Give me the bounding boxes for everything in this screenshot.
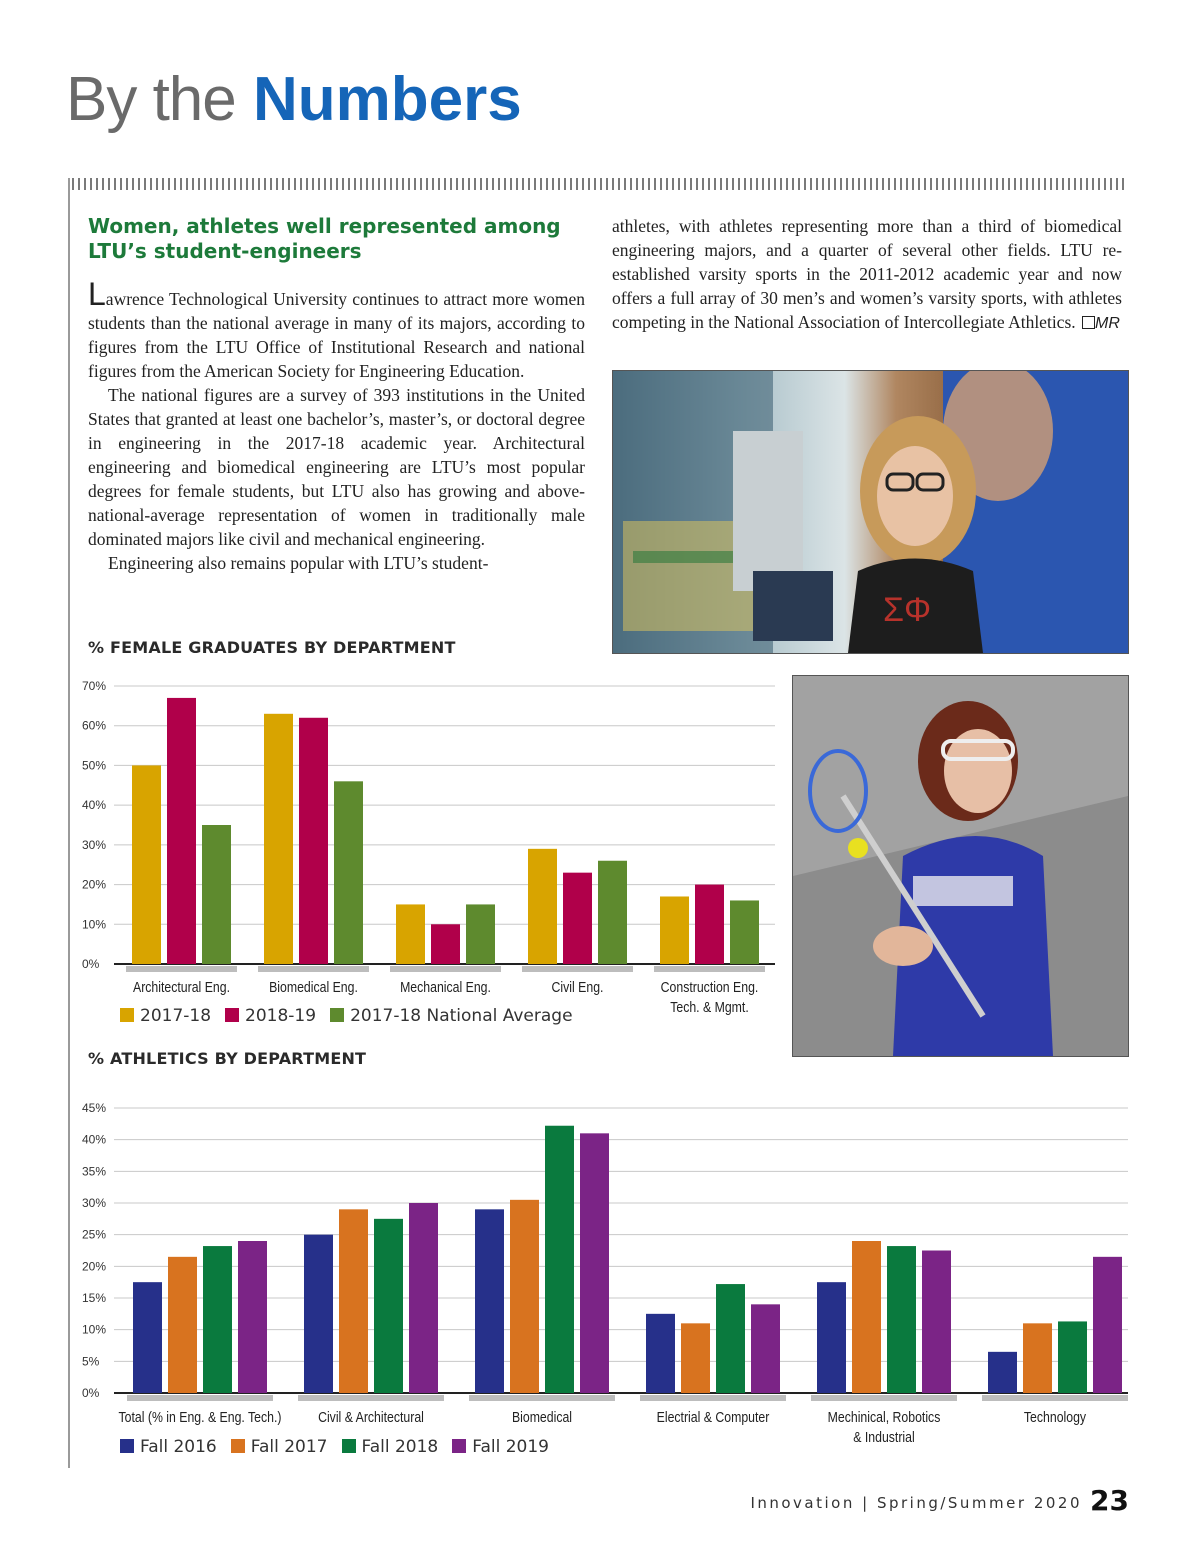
chart-1-title: % FEMALE GRADUATES BY DEPARTMENT xyxy=(88,638,456,657)
chart-2-title: % ATHLETICS BY DEPARTMENT xyxy=(88,1049,367,1068)
page-title-bold: Numbers xyxy=(253,65,522,134)
y-tick-label: 20% xyxy=(82,877,107,892)
photo-student-lab xyxy=(612,370,1129,654)
y-tick-label: 5% xyxy=(82,1354,100,1369)
tick-rule-divider xyxy=(72,178,1128,190)
legend-item xyxy=(225,1006,316,1026)
legend-swatch xyxy=(225,1008,239,1022)
category-label: Biomedical Eng. xyxy=(269,978,358,996)
bar-fall-2019 xyxy=(238,1241,267,1393)
bar-2017-18 xyxy=(132,765,161,964)
chart-1-legend xyxy=(120,1006,587,1026)
legend-label: Fall 2016 xyxy=(140,1437,217,1457)
category-base xyxy=(522,966,633,972)
category-label: Mechinical, Robotics xyxy=(827,1408,941,1426)
bar-fall-2019 xyxy=(922,1251,951,1394)
legend-swatch xyxy=(342,1439,356,1453)
bar-fall-2016 xyxy=(817,1282,846,1393)
chart-1-female-graduates xyxy=(70,670,785,1025)
legend-swatch xyxy=(120,1008,134,1022)
legend-swatch xyxy=(330,1008,344,1022)
bar-fall-2016 xyxy=(988,1352,1017,1393)
y-tick-label: 50% xyxy=(82,758,107,773)
bar-2017-18 xyxy=(396,904,425,964)
legend-item xyxy=(452,1437,549,1457)
bar-2017-18-national-average xyxy=(730,900,759,964)
legend-item xyxy=(120,1437,217,1457)
end-mark-icon xyxy=(1082,316,1095,329)
y-tick-label: 35% xyxy=(82,1164,107,1179)
photo-student-lab-illustration xyxy=(613,371,1128,653)
legend-label: Fall 2018 xyxy=(361,1437,439,1457)
photo-lacrosse-player-illustration xyxy=(793,676,1128,1056)
category-label: Tech. & Mgmt. xyxy=(670,998,749,1016)
category-label: Biomedical xyxy=(511,1408,573,1426)
category-label: Total (% in Eng. & Eng. Tech.) xyxy=(118,1408,282,1426)
bar-fall-2018 xyxy=(545,1126,574,1393)
article-paragraph-3: Engineering also remains popular with LTU’s student- xyxy=(108,553,489,573)
category-base xyxy=(126,966,237,972)
bar-fall-2018 xyxy=(1058,1321,1087,1393)
y-tick-label: 30% xyxy=(82,837,107,852)
y-tick-label: 15% xyxy=(82,1291,107,1305)
category-base xyxy=(127,1395,273,1401)
category-base xyxy=(640,1395,786,1401)
legend-label: 2017-18 National Average xyxy=(350,1006,573,1026)
legend-label: Fall 2019 xyxy=(472,1437,549,1457)
category-base xyxy=(390,966,501,972)
page-title xyxy=(66,60,522,140)
bar-fall-2017 xyxy=(1023,1323,1052,1393)
category-label: Electrial & Computer xyxy=(656,1408,770,1426)
article-paragraph-2: The national figures are a survey of 393 institutions in the United States that granted at least one bachelor’s, master’s, or doctoral degree in engineering in the 2017-18 academic year. Architectural engineering and biomedical engineering are LTU’s most popular degrees for female students, but LTU also has growing and above-national-average representation of women in traditionally male dominated majors like civil and mechanical engineering. xyxy=(88,385,585,549)
bar-2017-18-national-average xyxy=(466,904,495,964)
y-tick-label: 30% xyxy=(82,1196,107,1210)
category-label: & Industrial xyxy=(853,1428,915,1446)
legend-label: 2017-18 xyxy=(140,1006,212,1026)
bar-2018-19 xyxy=(167,698,196,964)
category-base xyxy=(654,966,765,972)
bar-2018-19 xyxy=(563,873,592,964)
page-number: 23 xyxy=(1090,1484,1129,1517)
bar-fall-2018 xyxy=(374,1219,403,1393)
page-title-light: By the xyxy=(66,65,236,134)
y-tick-label: 10% xyxy=(82,917,107,932)
y-tick-label: 20% xyxy=(82,1259,107,1274)
bar-2018-19 xyxy=(695,885,724,964)
category-base xyxy=(982,1395,1128,1401)
bar-fall-2016 xyxy=(133,1282,162,1393)
bar-fall-2016 xyxy=(304,1235,333,1393)
y-tick-label: 40% xyxy=(82,1132,107,1147)
legend-label: Fall 2017 xyxy=(250,1437,328,1457)
bar-fall-2019 xyxy=(409,1203,438,1393)
article-paragraph-1 xyxy=(88,276,585,383)
legend-item xyxy=(330,1006,573,1026)
bar-fall-2019 xyxy=(1093,1257,1122,1393)
category-label: Civil & Architectural xyxy=(318,1408,424,1426)
bar-2018-19 xyxy=(299,718,328,964)
y-tick-label: 70% xyxy=(82,679,107,693)
paragraph-4-text: athletes, with athletes representing more than a third of biomedical engineering majors, and a quarter of several other fields. LTU re-established varsity sports in the 2011-2012 academic year and now offers a full array of 30 men’s and women’s varsity sports, with athletes competing in the National Association of Intercollegiate Athletics. xyxy=(612,216,1122,332)
legend-label: 2018-19 xyxy=(245,1006,317,1026)
legend-item xyxy=(231,1437,328,1457)
footer-publication: Innovation | Spring/Summer 2020 xyxy=(750,1494,1082,1512)
bar-fall-2017 xyxy=(339,1209,368,1393)
category-base xyxy=(298,1395,444,1401)
bar-2017-18 xyxy=(528,849,557,964)
bar-fall-2016 xyxy=(475,1209,504,1393)
legend-swatch xyxy=(452,1439,466,1453)
bar-2017-18-national-average xyxy=(598,861,627,964)
bar-fall-2016 xyxy=(646,1314,675,1393)
category-label: Construction Eng. xyxy=(660,978,759,996)
y-tick-label: 0% xyxy=(82,957,100,971)
bar-fall-2017 xyxy=(852,1241,881,1393)
author-initials: MR xyxy=(1095,315,1120,332)
article-column-2 xyxy=(612,214,1122,336)
bar-fall-2018 xyxy=(887,1246,916,1393)
article-headline: Women, athletes well represented among LTU’s student-engineers xyxy=(88,214,561,263)
chart-2-legend xyxy=(120,1437,563,1457)
paragraph-1-text: awrence Technological University continues to attract more women students than the national average in many of its majors, according to figures from the LTU Office of Institutional Research and national figures from the American Society for Engineering Education. xyxy=(88,289,585,381)
drop-cap: L xyxy=(88,276,106,312)
legend-item xyxy=(120,1006,211,1026)
bar-2017-18-national-average xyxy=(202,825,231,964)
bar-fall-2017 xyxy=(510,1200,539,1393)
chart-2-athletics xyxy=(70,1090,1135,1460)
photo-lacrosse-player xyxy=(792,675,1129,1057)
legend-swatch xyxy=(120,1439,134,1453)
category-label: Architectural Eng. xyxy=(133,978,230,996)
bar-fall-2018 xyxy=(203,1246,232,1393)
y-tick-label: 40% xyxy=(82,798,107,813)
bar-2017-18 xyxy=(264,714,293,964)
category-label: Civil Eng. xyxy=(551,978,604,996)
svg-text:ΣΦ: ΣΦ xyxy=(883,591,932,629)
bar-fall-2017 xyxy=(168,1257,197,1393)
bar-fall-2017 xyxy=(681,1323,710,1393)
y-tick-label: 10% xyxy=(82,1322,107,1337)
bar-fall-2019 xyxy=(580,1133,609,1393)
article-paragraph-4 xyxy=(612,214,1122,336)
category-label: Mechanical Eng. xyxy=(400,978,491,996)
category-base xyxy=(258,966,369,972)
y-tick-label: 0% xyxy=(82,1386,100,1400)
y-tick-label: 60% xyxy=(82,718,107,733)
category-label: Technology xyxy=(1023,1408,1087,1426)
category-base xyxy=(811,1395,957,1401)
legend-swatch xyxy=(231,1439,245,1453)
y-tick-label: 25% xyxy=(82,1227,107,1242)
bar-2017-18 xyxy=(660,896,689,964)
article-column-1 xyxy=(88,276,585,575)
bar-2018-19 xyxy=(431,924,460,964)
bar-2017-18-national-average xyxy=(334,781,363,964)
bar-fall-2018 xyxy=(716,1284,745,1393)
legend-item xyxy=(342,1437,439,1457)
category-base xyxy=(469,1395,615,1401)
y-tick-label: 45% xyxy=(82,1101,107,1115)
bar-fall-2019 xyxy=(751,1304,780,1393)
